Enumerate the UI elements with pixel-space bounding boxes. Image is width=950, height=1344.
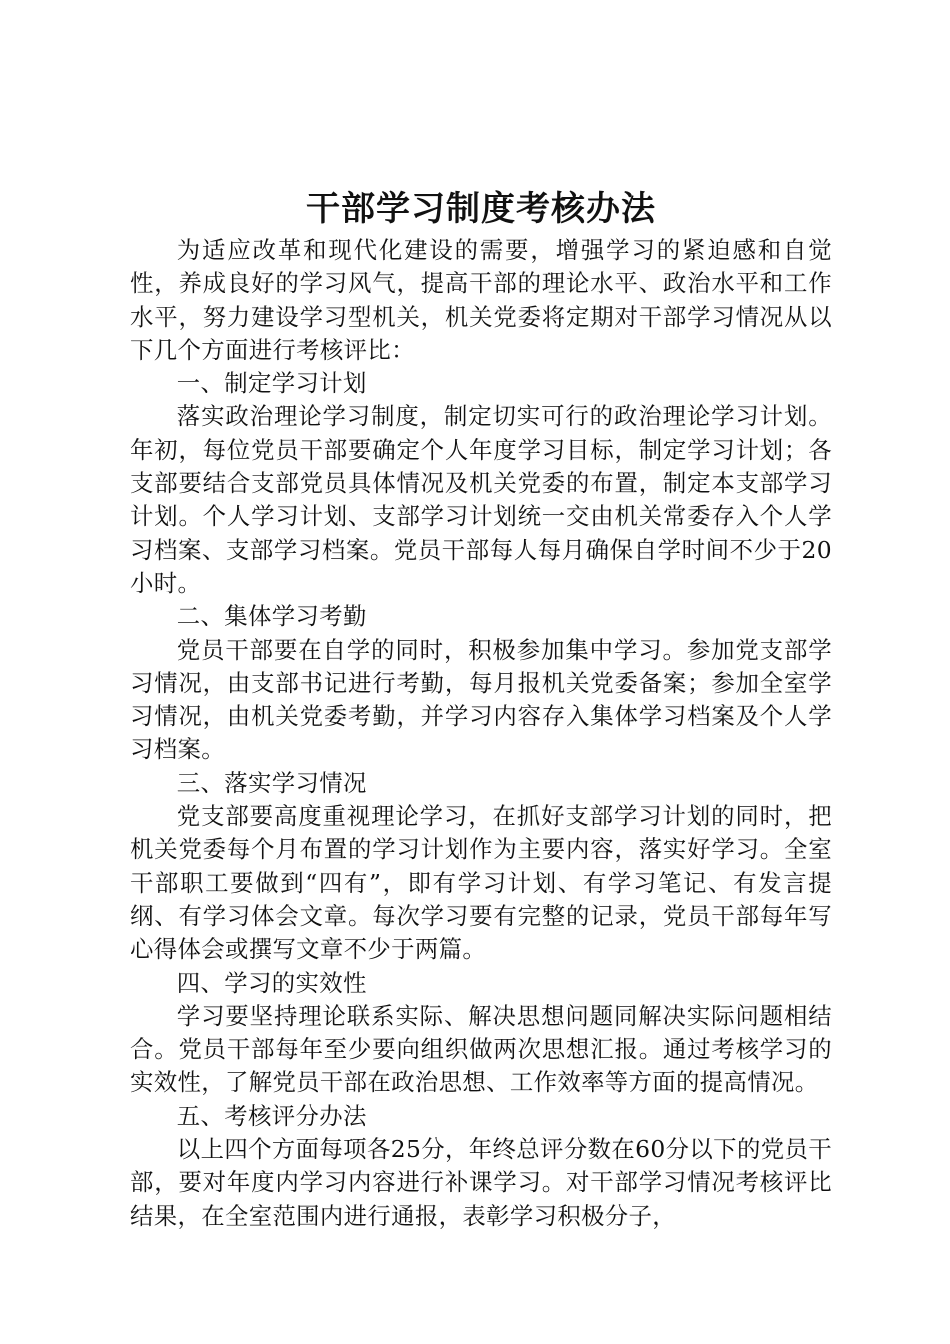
section-2-body: 党员干部要在自学的同时，积极参加集中学习。参加党支部学习情况，由支部书记进行考勤，每月报机关党委备案；参加全室学习情况，由机关党委考勤，并学习内容存入集体学习档案及个人学习档案。 (130, 635, 832, 764)
document-page (130, 186, 832, 1233)
section-5-body: 以上四个方面每项各25分，年终总评分数在60分以下的党员干部，要对年度内学习内容进行补课学习。对干部学习情况考核评比结果，在全室范围内进行通报，表彰学习积极分子， (130, 1135, 832, 1230)
section-1-body: 落实政治理论学习制度，制定切实可行的政治理论学习计划。年初，每位党员干部要确定个人年度学习目标，制定学习计划；各支部要结合支部党员具体情况及机关党委的布置，制定本支部学习计划。个人学习计划、支部学习计划统一交由机关常委存入个人学习档案、支部学习档案。党员干部每人每月确保自学时间不少于20小时。 (130, 402, 832, 597)
document-title: 干部学习制度考核办法 (306, 189, 656, 229)
section-5-heading: 五、考核评分办法 (176, 1101, 367, 1130)
section-1-heading: 一、制定学习计划 (176, 369, 367, 398)
section-3-heading: 三、落实学习情况 (176, 768, 367, 797)
section-2-heading: 二、集体学习考勤 (176, 602, 367, 631)
section-4-body: 学习要坚持理论联系实际、解决思想问题同解决实际问题相结合。党员干部每年至少要向组织做两次思想汇报。通过考核学习的实效性，了解党员干部在政治思想、工作效率等方面的提高情况。 (130, 1001, 832, 1097)
section-4-heading: 四、学习的实效性 (176, 968, 367, 997)
section-3-body: 党支部要高度重视理论学习，在抓好支部学习计划的同时，把机关党委每个月布置的学习计划作为主要内容，落实好学习。全室干部职工要做到“四有”，即有学习计划、有学习笔记、有发言提纲、有学习体会文章。每次学习要有完整的记录，党员干部每年写心得体会或撰写文章不少于两篇。 (130, 802, 832, 964)
intro-paragraph: 为适应改革和现代化建设的需要，增强学习的紧迫感和自觉性，养成良好的学习风气，提高干部的理论水平、政治水平和工作水平，努力建设学习型机关，机关党委将定期对干部学习情况从以下几个方面进行考核评比： (130, 236, 832, 364)
